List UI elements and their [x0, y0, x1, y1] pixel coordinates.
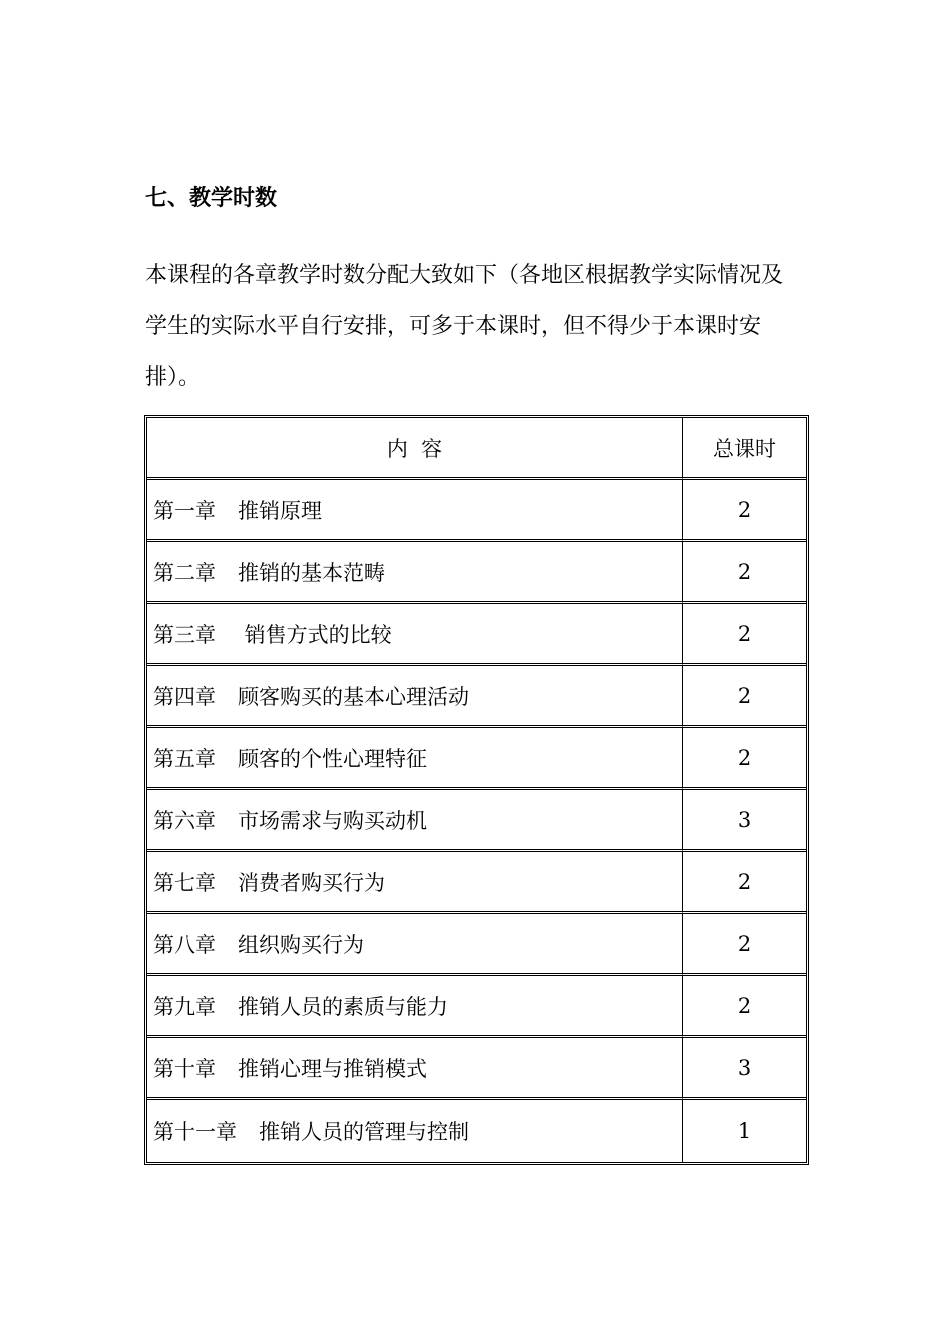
- header-content: 内 容: [147, 418, 683, 480]
- chapter-title: 销售方式的比较: [238, 622, 392, 647]
- chapter-number: 第一章: [153, 498, 216, 523]
- chapter-title: 推销人员的素质与能力: [238, 994, 448, 1019]
- chapter-title: 顾客购买的基本心理活动: [238, 684, 469, 709]
- chapter-cell: [147, 480, 683, 542]
- hours-cell: 2: [683, 914, 806, 976]
- table-row: [147, 604, 806, 666]
- hours-cell: 2: [683, 728, 806, 790]
- paragraph-line: 排）。: [145, 365, 201, 390]
- chapter-cell: [147, 976, 683, 1038]
- hours-cell: 3: [683, 790, 806, 852]
- chapter-number: 第九章: [153, 994, 216, 1019]
- chapter-number: 第四章: [153, 684, 216, 709]
- chapter-title: 推销的基本范畴: [238, 560, 385, 585]
- chapter-cell: [147, 1100, 683, 1162]
- chapter-number: 第六章: [153, 808, 216, 833]
- table-row: [147, 852, 806, 914]
- hours-cell: 1: [737, 1119, 752, 1143]
- table-row: [147, 666, 806, 728]
- hours-cell: 2: [683, 852, 806, 914]
- table-row: [147, 1100, 806, 1162]
- table-row: [147, 1038, 806, 1100]
- section-heading: 七、教学时数: [145, 185, 278, 211]
- chapter-number: 第八章: [153, 932, 216, 957]
- chapter-cell: [147, 728, 683, 790]
- paragraph-line: 本课程的各章教学时数分配大致如下（各地区根据教学实际情况及: [145, 263, 784, 288]
- chapter-title: 顾客的个性心理特征: [238, 746, 427, 771]
- hours-cell: 3: [683, 1038, 806, 1100]
- intro-paragraph: [145, 250, 810, 403]
- chapter-cell: [147, 790, 683, 852]
- table-row: [147, 914, 806, 976]
- chapter-title: 消费者购买行为: [238, 870, 385, 895]
- chapter-cell: [147, 852, 683, 914]
- chapter-title: 推销原理: [238, 498, 322, 523]
- chapter-cell: [147, 1038, 683, 1100]
- chapter-number: 第五章: [153, 746, 216, 771]
- chapter-title: 推销心理与推销模式: [238, 1056, 427, 1081]
- table-row: [147, 728, 806, 790]
- hours-table: [144, 415, 809, 1165]
- hours-cell: 2: [683, 604, 806, 666]
- chapter-title: 市场需求与购买动机: [238, 808, 427, 833]
- table-row: [147, 790, 806, 852]
- chapter-number: 第二章: [153, 560, 216, 585]
- table-row: [147, 976, 806, 1038]
- hours-cell: 2: [683, 976, 806, 1038]
- hours-table-container: [144, 415, 809, 1165]
- hours-cell: 2: [683, 666, 806, 728]
- chapter-title: 组织购买行为: [238, 932, 364, 957]
- chapter-cell: [147, 604, 683, 666]
- chapter-number: 第七章: [153, 870, 216, 895]
- chapter-cell: [147, 666, 683, 728]
- chapter-title: 推销人员的管理与控制: [259, 1120, 469, 1144]
- hours-cell: 2: [683, 480, 806, 542]
- table-row: [147, 542, 806, 604]
- paragraph-line: 学生的实际水平自行安排，可多于本课时，但不得少于本课时安: [145, 314, 762, 339]
- header-total-hours: 总课时: [683, 418, 806, 480]
- table-header-row: [147, 418, 806, 480]
- chapter-number: 第三章: [153, 622, 216, 647]
- hours-cell: 2: [683, 542, 806, 604]
- chapter-cell: [147, 542, 683, 604]
- table-row: [147, 480, 806, 542]
- chapter-number: 第十章: [153, 1056, 216, 1081]
- chapter-cell: [147, 914, 683, 976]
- chapter-number: 第十一章: [153, 1120, 237, 1144]
- table-body: [147, 480, 806, 1162]
